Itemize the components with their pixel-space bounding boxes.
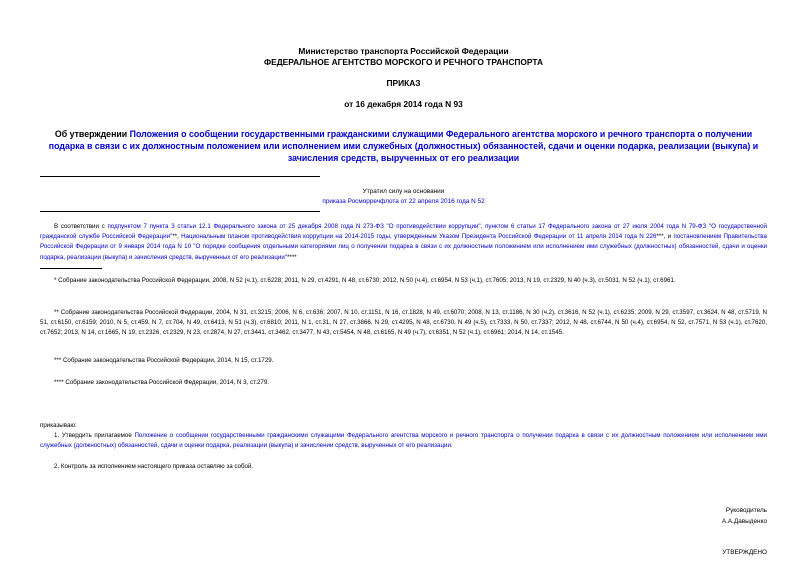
order-item-1 bbox=[40, 431, 767, 451]
footnote-1: * Собрание законодательства Российской Федерации, 2008, N 52 (ч.1), ст.6228; 2011, N 29, ст.4291, N 48, ст.6730; 2012, N 50 (ч.4), ст.6954, N 53 (ч.1), ст.7605; 2013, N 19, ст.2329, N 40 (ч.3), ст.5031, N 52 (ч.1), ст.6961. bbox=[54, 277, 676, 284]
ministry-heading: Министерство транспорта Российской Федерации bbox=[298, 46, 509, 56]
signature-role: Руководитель bbox=[725, 507, 767, 514]
signature-name: А.А.Давыденко bbox=[721, 518, 767, 525]
preamble-paragraph bbox=[40, 222, 767, 263]
title-link[interactable]: Положения о сообщении государственными гражданскими служащими Федерального агентства морского и речного транспорта о получении подарка в связи с их должностным положением или исполнением ими служебных (должностных) обязанностей, сдачи и оценки подарка, реализации (выкупа) и зачисления средств, вырученных от его реализации bbox=[48, 129, 759, 163]
footnote-4: **** Собрание законодательства Российской Федерации, 2014, N 3, ст.279. bbox=[54, 379, 269, 386]
divider-top bbox=[40, 176, 320, 177]
preamble-text-1: В соответствии с bbox=[54, 223, 108, 230]
national-plan-link[interactable]: Национальным планом противодействия коррупции на 2014-2015 годы, утвержденным Указом Президента Российской Федерации от 11 апреля 2014 года N 226 bbox=[181, 233, 657, 241]
order-item-2: 2. Контроль за исполнением настоящего приказа оставляю за собой. bbox=[54, 463, 254, 470]
regulation-link[interactable]: Положение о сообщении государственными гражданскими служащими Федерального агентства морского и речного транспорта о получении подарка в связи с их должностным положением или исполнением ими служебных (должностных) обязанностей, сдачи и оценки подарка, реализации (выкупа) и зачислении средств, вырученных от его реализации bbox=[40, 432, 767, 450]
lost-force-link[interactable]: приказа Росморречфлота от 22 апреля 2016 года N 52 bbox=[322, 198, 485, 205]
government-decree-link[interactable]: постановлением Правительства Российской Федерации от 9 января 2014 года N 10 "О порядке сообщения отдельными категориями лиц о получении подарка в связи с их должностным положением или исполнением ими служебных (должностных) обязанностей, сдачи и оценки подарка, реализации (выкупа) и зачисления средств, вырученных от его реализации" bbox=[40, 233, 767, 261]
lost-force-line1: Утратил силу на основании bbox=[362, 188, 445, 195]
preamble-text-3: **, bbox=[172, 233, 182, 241]
approved-label: УТВЕРЖДЕНО bbox=[722, 549, 767, 556]
preamble-text-4: ***, и bbox=[656, 233, 674, 241]
preamble-text-2: , bbox=[480, 223, 486, 230]
date-number-heading: от 16 декабря 2014 года N 93 bbox=[344, 99, 463, 109]
footnote-divider bbox=[40, 268, 102, 269]
agency-heading: ФЕДЕРАЛЬНОЕ АГЕНТСТВО МОРСКОГО И РЕЧНОГО ТРАНСПОРТА bbox=[263, 57, 544, 67]
divider-bottom bbox=[40, 211, 320, 212]
preamble-text-5: **** bbox=[287, 253, 297, 261]
document-title bbox=[40, 128, 767, 164]
order-item-1-text: 1. Утвердить прилагаемое bbox=[54, 432, 135, 439]
title-prefix: Об утверждении bbox=[54, 129, 130, 139]
footnote-2: ** Собрание законодательства Российской Федерации, 2004, N 31, ст.3215; 2006, N 6, ст.636; 2007, N 10, ст.1151, N 16, ст.1828, N 49, ст.6070; 2008, N 13, ст.1186, N 30 (ч.2), ст.3616, N 52 (ч.1), ст.6235; 2009, N 29, ст.3597, ст.3624, N 48, ст.5719, N 51, ст.6150, ст.6159; 2010, N 5, ст.459, N 7, ст.704, N 49, ст.6413, N 51 (ч.3), ст.6810; 2011, N 1, ст.31, N 27, ст.3866, N 29, ст.4295, N 48, ст.6730, N 49 (ч.5), ст.7333, N 50, ст.7337; 2012, N 48, ст.6744, N 50 (ч.4), ст.6954, N 52, ст.7571, N 53 (ч.1), ст.7620, ст.7652; 2013, N 14, ст.1665, N 19, ст.2326, ст.2329, N 23, ст.2874, N 27, ст.3441, ст.3462, ст.3477, N 43, ст.5454, N 48, ст.6165, N 49 (ч.7), ст.6351, N 52 (ч.1), ст.6961; 2014, N 14, ст.1545. bbox=[40, 309, 767, 337]
law-273-link[interactable]: подпунктом 7 пункта 3 статьи 12.1 Федерального закона от 25 декабря 2008 года N 273-ФЗ "О противодействии коррупции" bbox=[107, 223, 481, 230]
law-79-link[interactable]: пунктом 6 статьи 17 Федерального закона от 27 июля 2004 года N 79-ФЗ "О государственной гражданской службе Российской Федерации" bbox=[40, 223, 768, 241]
doc-type-heading: ПРИКАЗ bbox=[386, 78, 421, 88]
order-intro: приказываю: bbox=[40, 422, 77, 429]
order-item-1-end: . bbox=[450, 442, 453, 450]
footnote-3: *** Собрание законодательства Российской Федерации, 2014, N 15, ст.1729. bbox=[54, 357, 274, 364]
